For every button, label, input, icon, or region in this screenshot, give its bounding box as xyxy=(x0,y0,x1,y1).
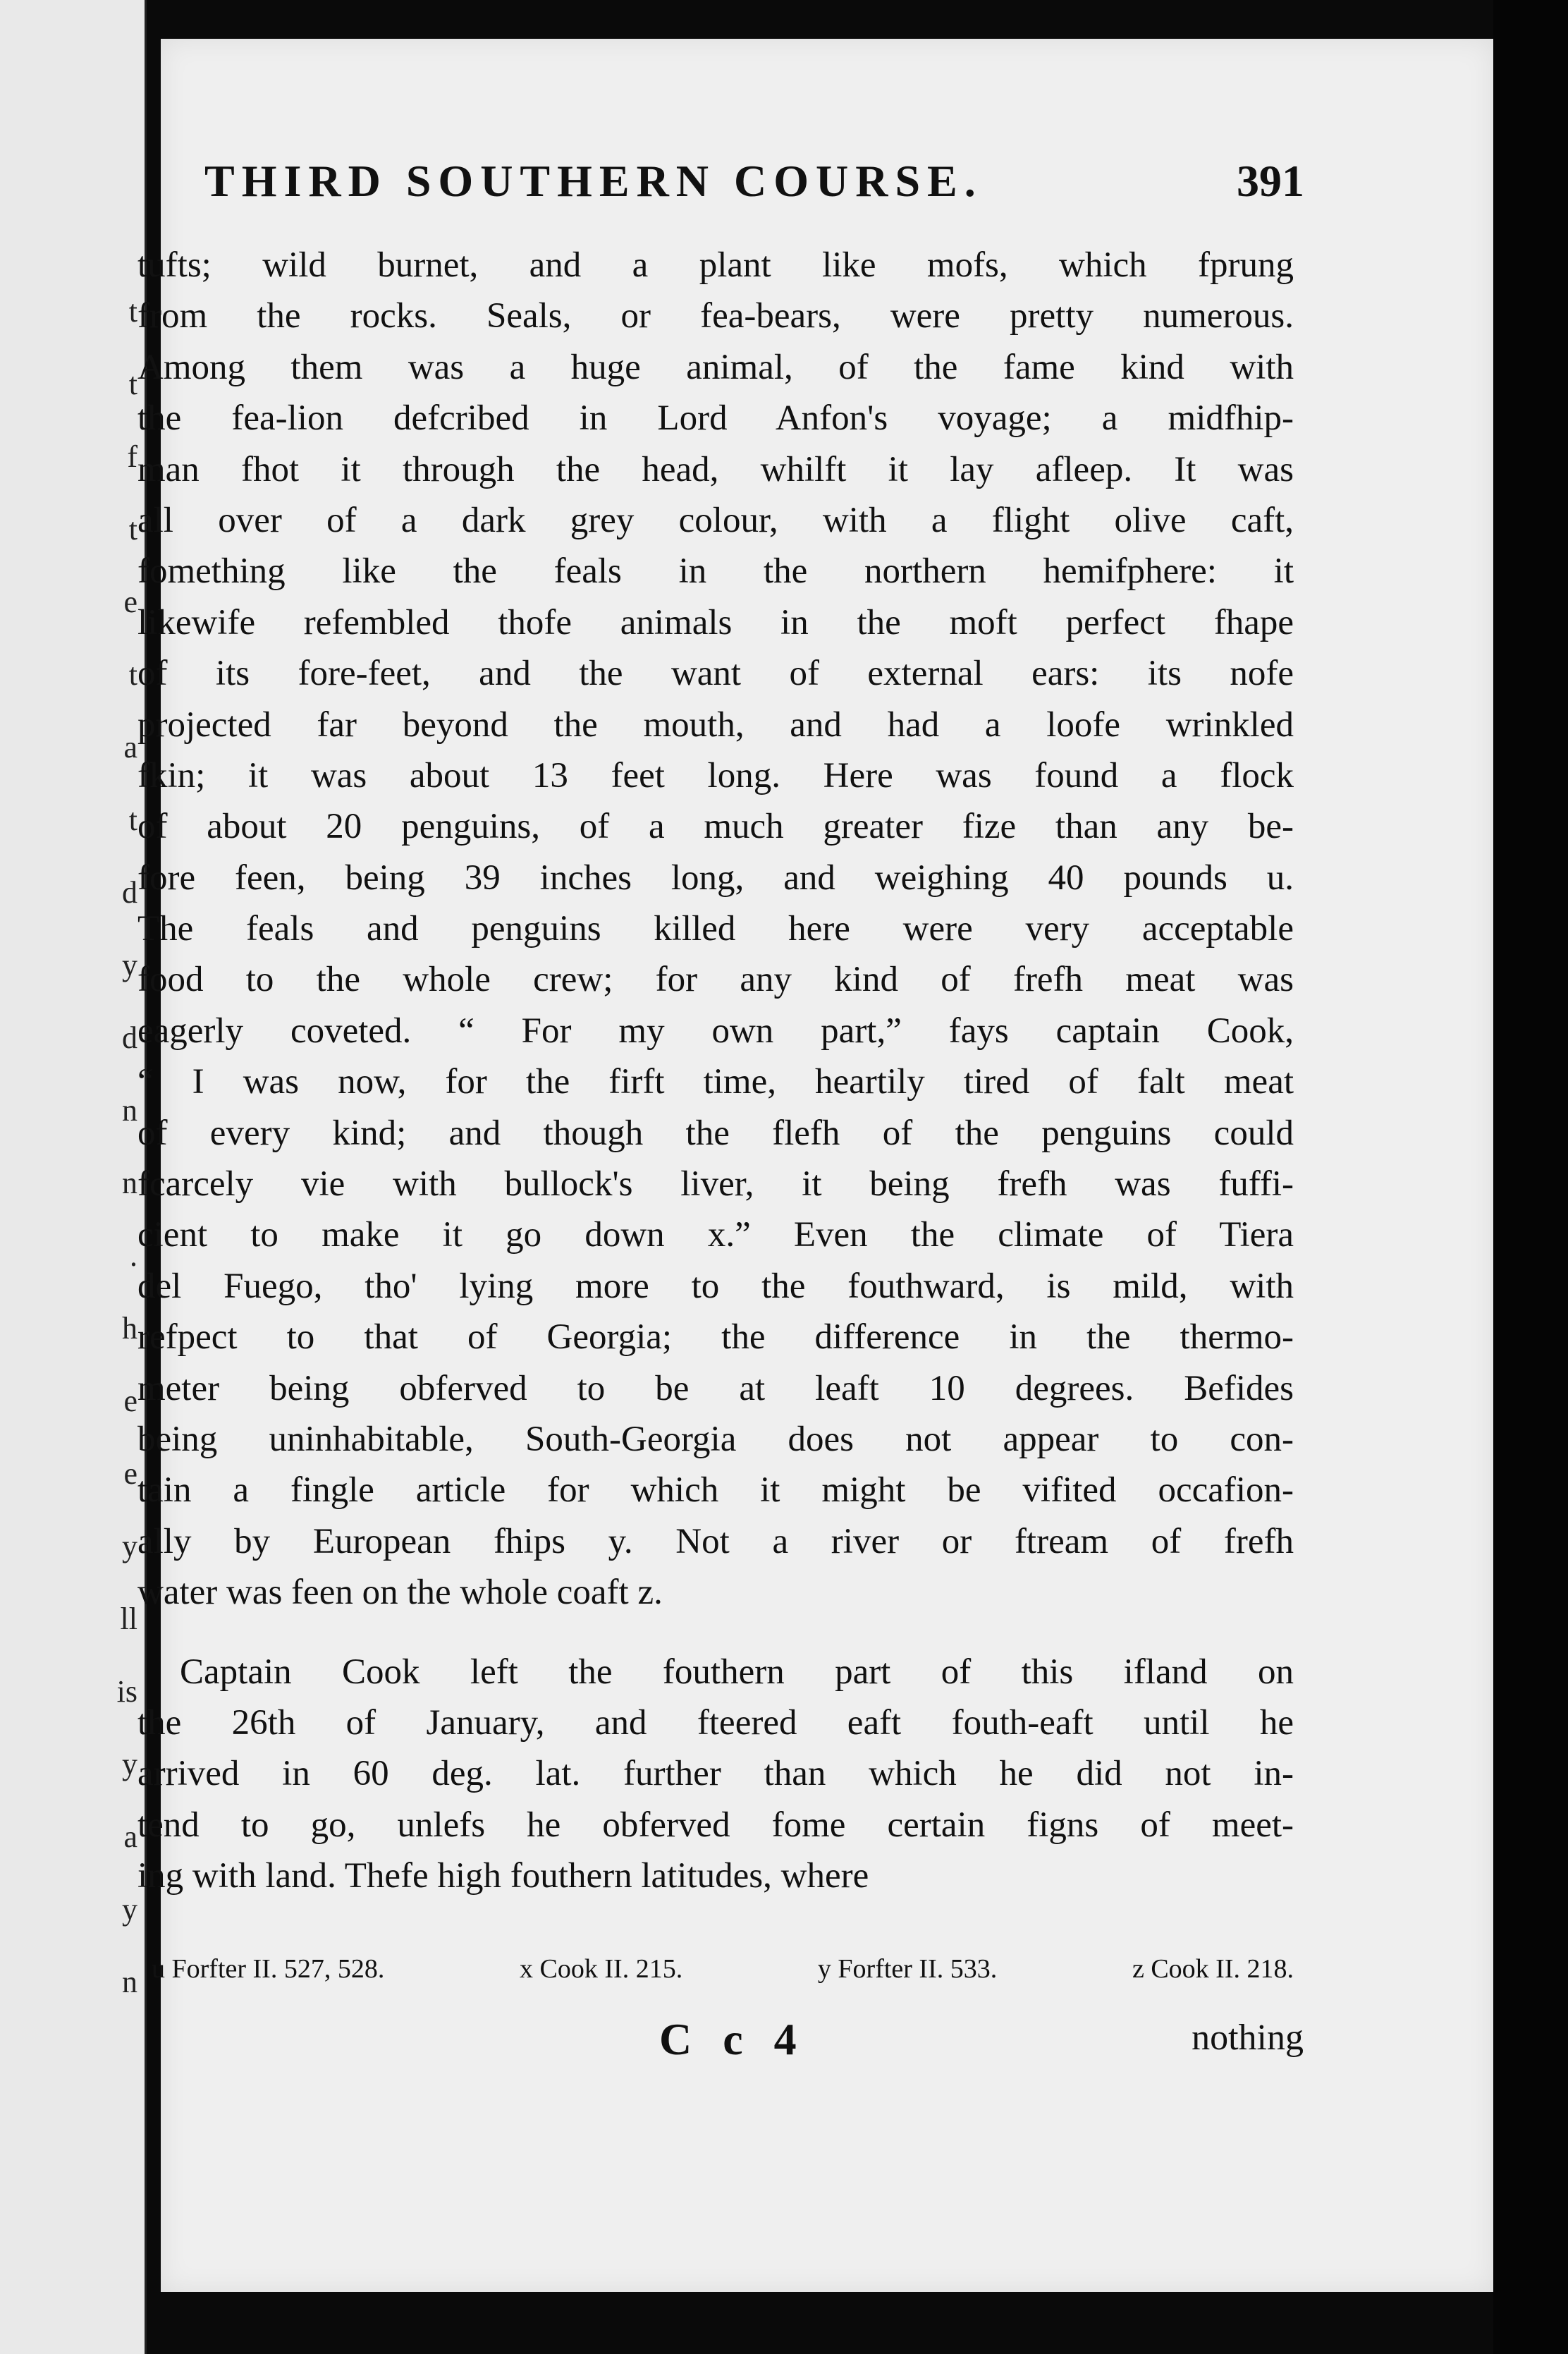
text-line: likewife refembled thofe animals in the moft perfect fhape xyxy=(137,602,1294,642)
facing-page-letter: d xyxy=(122,1020,137,1055)
text-line: of about 20 penguins, of a much greater fize than any be- xyxy=(137,807,1294,847)
text-line: “ I was now, for the firft time, heartily tired of falt meat xyxy=(137,1062,1294,1102)
page-number: 391 xyxy=(1237,156,1304,206)
text-line: del Fuego, tho' lying more to the fouthward, is mild, with xyxy=(137,1266,1294,1306)
page-header xyxy=(204,155,1304,240)
facing-page-letter: t xyxy=(128,803,137,837)
facing-page-letter: f xyxy=(127,439,137,474)
text-line: of its fore-feet, and the want of external ears: its nofe xyxy=(137,654,1294,694)
facing-page-letter: . xyxy=(130,1238,137,1273)
body-text xyxy=(137,240,1294,1902)
text-line: fcarcely vie with bullock's liver, it being frefh was fuffi- xyxy=(137,1164,1294,1205)
signature-mark: C c 4 xyxy=(659,2014,807,2064)
footnote: u Forfter II. 527, 528. xyxy=(152,1954,385,1984)
text-line: the fea-lion defcribed in Lord Anfon's voyage; a midfhip- xyxy=(137,398,1294,439)
facing-page-letter: a xyxy=(123,730,137,764)
text-line: ally by European fhips y. Not a river or ftream of frefh xyxy=(137,1521,1294,1561)
facing-page-letter: e xyxy=(123,1456,137,1491)
text-line: tufts; wild burnet, and a plant like mofs, which fprung xyxy=(137,245,1294,285)
text-line: being uninhabitable, South-Georgia does not appear to con- xyxy=(137,1419,1294,1459)
facing-page-letter: t xyxy=(128,294,137,329)
text-line: from the rocks. Seals, or fea-bears, were pretty numerous. xyxy=(137,296,1294,336)
text-line: of every kind; and though the flefh of the penguins could xyxy=(137,1113,1294,1153)
text-line: meter being obferved to be at leaft 10 degrees. Befides xyxy=(137,1368,1294,1408)
facing-page-letter: n xyxy=(122,1093,137,1128)
text-line: refpect to that of Georgia; the difference in the thermo- xyxy=(137,1317,1294,1358)
catchword: nothing xyxy=(1192,2018,1304,2058)
facing-page-letter: is xyxy=(116,1674,137,1709)
facing-page-letter: y xyxy=(122,1747,137,1781)
text-line: all over of a dark grey colour, with a flight olive caft, xyxy=(137,500,1294,540)
text-line: the 26th of January, and fteered eaft fouth-eaft until he xyxy=(137,1702,1294,1743)
facing-page-letter: h xyxy=(122,1311,137,1346)
text-line: food to the whole crew; for any kind of frefh meat was xyxy=(137,960,1294,1000)
text-line: eagerly coveted. “ For my own part,” fays captain Cook, xyxy=(137,1011,1294,1051)
facing-page-letter: t xyxy=(128,657,137,692)
text-line: projected far beyond the mouth, and had a loofe wrinkled xyxy=(137,705,1294,745)
text-line: fore feen, being 39 inches long, and weighing 40 pounds u. xyxy=(137,858,1294,898)
running-head: THIRD SOUTHERN COURSE. xyxy=(204,156,983,206)
text-line: Captain Cook left the fouthern part of this ifland on xyxy=(180,1652,1294,1692)
facing-page-letter: ll xyxy=(120,1602,137,1636)
text-line: cient to make it go down x.” Even the climate of Tiera xyxy=(137,1215,1294,1255)
text-line: Among them was a huge animal, of the fame kind with xyxy=(137,347,1294,387)
book-edge xyxy=(1493,0,1568,2354)
facing-page-letter: y xyxy=(122,1892,137,1927)
text-line: fkin; it was about 13 feet long. Here was found a flock xyxy=(137,755,1294,795)
footnote: x Cook II. 215. xyxy=(520,1954,683,1984)
paragraph-1 xyxy=(137,240,1294,1618)
paragraph-2 xyxy=(137,1647,1294,1902)
footnote: y Forfter II. 533. xyxy=(817,1954,998,1984)
facing-page-letter: t xyxy=(128,367,137,401)
text-line: The feals and penguins killed here were very acceptable xyxy=(137,909,1294,949)
text-line: arrived in 60 deg. lat. further than which he did not in- xyxy=(137,1754,1294,1794)
text-line: ing with land. Thefe high fouthern latitudes, where xyxy=(137,1856,869,1896)
facing-page-letter: n xyxy=(122,1965,137,1999)
text-line: water was feen on the whole coaft z. xyxy=(137,1573,663,1613)
facing-page-letter: e xyxy=(123,585,137,619)
text-line: tend to go, unlefs he obferved fome certain figns of meet- xyxy=(137,1805,1294,1845)
facing-page-letter: n xyxy=(122,1166,137,1200)
facing-page-letter: y xyxy=(122,948,137,982)
text-line: fomething like the feals in the northern hemifphere: it xyxy=(137,551,1294,592)
facing-page-letter: t xyxy=(128,512,137,547)
footnotes xyxy=(152,1953,1294,1984)
facing-page-letter: d xyxy=(122,875,137,910)
text-line: man fhot it through the head, whilft it lay afleep. It was xyxy=(137,449,1294,489)
text-line: tain a fingle article for which it might be vifited occafion- xyxy=(137,1470,1294,1511)
facing-page-fragment xyxy=(0,0,147,2354)
facing-page-letter: a xyxy=(123,1819,137,1854)
footnote: z Cook II. 218. xyxy=(1132,1954,1294,1984)
facing-page-letter: y xyxy=(122,1529,137,1563)
facing-page-letter: e xyxy=(123,1384,137,1418)
